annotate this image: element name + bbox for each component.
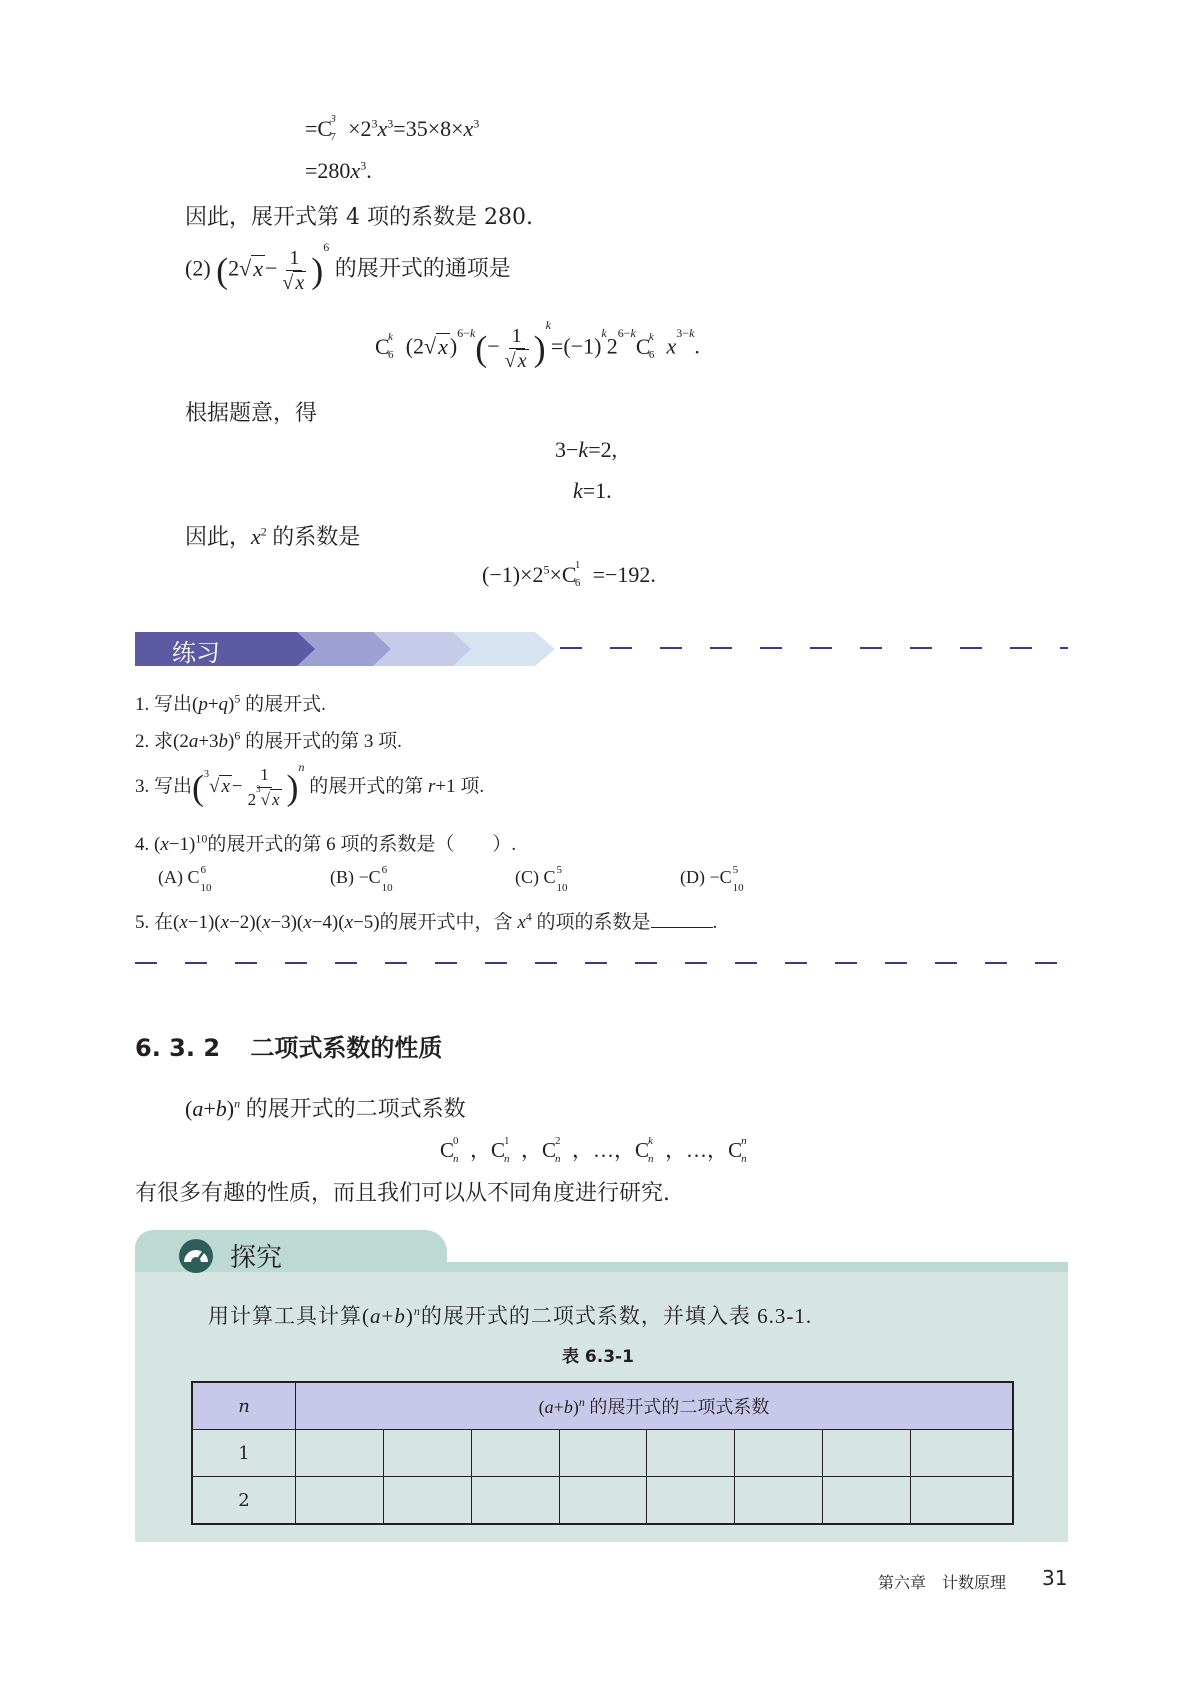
table-cell[interactable] xyxy=(735,1430,823,1477)
table-cell[interactable] xyxy=(735,1477,823,1525)
practice-item-5: 5. 在(x−1)(x−2)(x−3)(x−4)(x−5)的展开式中，含 $x^4$ 的项的系数是 . xyxy=(135,909,718,933)
table-cell[interactable] xyxy=(559,1477,647,1525)
table-cell[interactable] xyxy=(383,1477,471,1525)
general-term-formula: C k 6 $(2√x)^{6-k}(-$ $\frac{1}{√ x}$ )$^k=(-1)^k2^{6-k}C$ k 6 $x^{3-k}$. xyxy=(375,318,700,372)
equation-1: 3−k=2, xyxy=(555,437,618,462)
result-formula: $(-1)\times 2^5\times C$ 1 6 =−192. xyxy=(482,559,656,589)
footer-chapter: 第六章 计数原理 xyxy=(878,1573,1007,1592)
section-heading xyxy=(135,1028,442,1063)
part2-line: (2) (2√x− $\frac{1}{√ x}$ )$^6$ 的展开式的通项是 xyxy=(185,240,511,294)
table-cell[interactable] xyxy=(296,1430,384,1477)
practice-divider-top xyxy=(560,647,1068,649)
equation-2: k=1. xyxy=(573,478,612,503)
conclusion-2: 因此，$x^2$ 的系数是 xyxy=(185,524,361,549)
row-n: 2 xyxy=(192,1477,296,1525)
section-remark: 有很多有趣的性质，而且我们可以从不同角度进行研究. xyxy=(135,1181,670,1206)
table-cell[interactable] xyxy=(823,1430,911,1477)
part2-suffix: 的展开式的通项是 xyxy=(334,255,511,281)
practice-item-3: 3. 写出($^3$√ x − $\frac{1}{2^3√ x}$ )$^n$ 的展开式的第 r+1 项. xyxy=(135,759,485,809)
practice-divider-bottom xyxy=(135,962,1068,964)
answer-blank[interactable] xyxy=(651,927,713,928)
explore-title: 探究 xyxy=(230,1243,283,1273)
according-text: 根据题意，得 xyxy=(185,401,318,426)
table-cell[interactable] xyxy=(296,1477,384,1525)
row-n: 1 xyxy=(192,1430,296,1477)
header-coefficients: $(a+b)^n$ 的展开式的二项式系数 xyxy=(296,1382,1014,1430)
page-number: 31 xyxy=(1042,1566,1068,1590)
binomial-coefficient-table xyxy=(191,1381,1014,1525)
explore-icon xyxy=(178,1238,214,1274)
section-number: 6. 3. 2 xyxy=(135,1034,221,1062)
solution-line-1: =C 3 7 $\times 2^3x^3=35\times 8\times x^3$ xyxy=(305,113,480,143)
choice-c[interactable]: (C) C 5 10 xyxy=(515,864,568,894)
conclusion-1: 因此，展开式第 4 项的系数是 280. xyxy=(185,205,533,230)
table-cell[interactable] xyxy=(823,1477,911,1525)
table-header-row xyxy=(192,1382,1013,1430)
table-cell[interactable] xyxy=(559,1430,647,1477)
section-intro: $(a+b)^n$ 的展开式的二项式系数 xyxy=(185,1096,466,1121)
table-row xyxy=(192,1430,1013,1477)
solution-line-2: $=280x^3$. xyxy=(305,158,372,183)
part2-label: (2) xyxy=(185,255,211,281)
table-cell[interactable] xyxy=(471,1430,559,1477)
table-cell[interactable] xyxy=(471,1477,559,1525)
practice-title: 练习 xyxy=(172,639,220,667)
choice-b[interactable]: (B) −C 6 10 xyxy=(330,864,393,894)
table-cell[interactable] xyxy=(647,1477,735,1525)
choice-a[interactable]: (A) C 6 10 xyxy=(158,864,212,894)
table-cell[interactable] xyxy=(647,1430,735,1477)
table-caption: 表 6.3-1 xyxy=(562,1347,634,1367)
banner-arrow-dark xyxy=(135,632,315,666)
table-cell[interactable] xyxy=(383,1430,471,1477)
section-title: 二项式系数的性质 xyxy=(250,1034,443,1062)
practice-item-4: 4. $(x-1)^{10}$的展开式的第 6 项的系数是（ ）. xyxy=(135,831,517,855)
table-cell[interactable] xyxy=(910,1477,1013,1525)
practice-item-1: 1. 写出$(p+q)^5$ 的展开式. xyxy=(135,691,326,715)
explore-instruction: 用计算工具计算$(a+b)^n$的展开式的二项式系数，并填入表 6.3-1. xyxy=(208,1304,813,1328)
table-row xyxy=(192,1477,1013,1525)
table-cell[interactable] xyxy=(910,1430,1013,1477)
header-n: n xyxy=(192,1382,296,1430)
practice-item-2: 2. 求$(2a+3b)^6$ 的展开式的第 3 项. xyxy=(135,728,402,752)
coefficient-list: C 0 n ，C 1 n ，C 2 n ，…，C k n ，…，C n n xyxy=(440,1135,747,1165)
choice-d[interactable]: (D) −C 5 10 xyxy=(680,864,744,894)
